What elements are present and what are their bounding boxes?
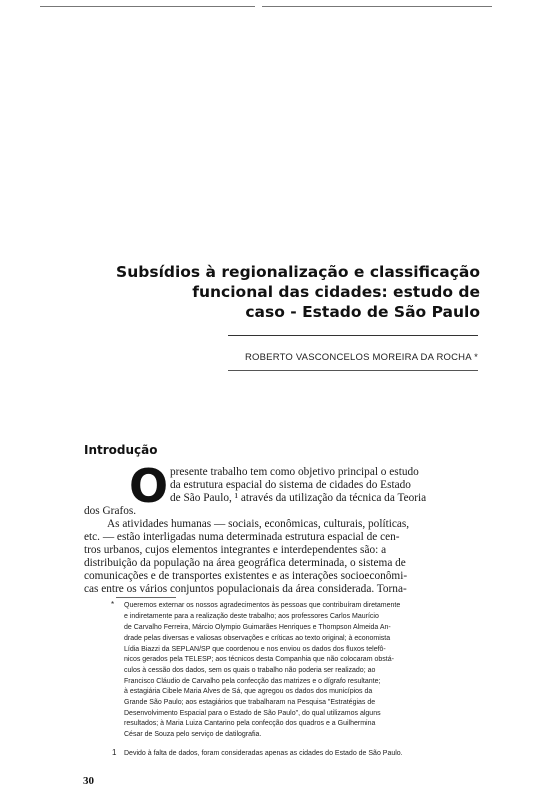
title-line-1: Subsídios à regionalização e classificação bbox=[116, 263, 480, 281]
title-line-2: funcional das cidades: estudo de bbox=[192, 283, 480, 301]
top-edge-rule-left bbox=[40, 6, 255, 7]
footnote-star-line: César de Souza pelo serviço de datilografia. bbox=[124, 731, 262, 738]
footnote-star-line: Desenvolvimento Espacial para o Estado de São Paulo", do qual utilizamos alguns bbox=[124, 710, 381, 717]
page-number: 30 bbox=[83, 775, 94, 787]
footnote-star-line: Grande São Paulo; aos estagiários que trabalharam na Pesquisa "Estratégias de bbox=[124, 699, 376, 706]
paragraph2-line: comunicações e de transportes existentes e as interações socioeconômi- bbox=[84, 570, 408, 582]
section-heading: Introdução bbox=[84, 443, 158, 457]
author-name: ROBERTO VASCONCELOS MOREIRA DA ROCHA * bbox=[244, 352, 478, 363]
paragraph2-line: cas entre os vários conjuntos populacionais da área considerada. Torna- bbox=[84, 583, 407, 595]
footnote-separator bbox=[116, 597, 176, 598]
footnote-star-line: à estagiária Cibele Maria Alves de Sá, que agregou os dados dos municípios da bbox=[124, 688, 373, 695]
title-underline-rule bbox=[228, 335, 478, 336]
top-edge-rule-right bbox=[262, 6, 492, 7]
footnote-star-line: drade pelas diversas e valiosas observações e críticas ao texto original; à economista bbox=[124, 635, 391, 642]
footnote-star-line: Queremos externar os nossos agradecimentos às pessoas que contribuíram diretamente bbox=[124, 602, 401, 609]
footnote-star-line: e indiretamente para a realização deste trabalho; aos professores Carlos Maurício bbox=[124, 613, 379, 620]
footnote-star-line: resultados; à Maria Luiza Cantarino pela confecção dos quadros e a Guilhermina bbox=[124, 720, 376, 727]
paragraph1-line: presente trabalho tem como objetivo principal o estudo bbox=[170, 466, 419, 478]
author-underline-rule bbox=[228, 370, 478, 371]
paragraph2-line: distribuição da população na área geográfica determinada, o sistema de bbox=[84, 557, 406, 569]
paragraph1-line: dos Grafos. bbox=[84, 505, 137, 517]
paragraph1-line: de São Paulo, ¹ através da utilização da técnica da Teoria bbox=[170, 492, 427, 504]
paragraph2-line: tros urbanos, cujos elementos integrantes e interdependentes são: a bbox=[84, 544, 387, 556]
title-line-3: caso - Estado de São Paulo bbox=[245, 303, 480, 321]
footnote-star-line: Lídia Biazzi da SEPLAN/SP que coordenou e nos enviou os dados dos fluxos telefô- bbox=[124, 646, 386, 653]
footnote-star-line: culos à cessão dos dados, sem os quais o trabalho não poderia ser realizado; ao bbox=[124, 667, 376, 674]
paragraph2-line: etc. — estão interligadas numa determinada estrutura espacial de cen- bbox=[84, 531, 400, 543]
article-title bbox=[60, 262, 480, 322]
footnote-1-marker: 1 bbox=[112, 748, 117, 757]
paragraph2-line: As atividades humanas — sociais, econômicas, culturais, políticas, bbox=[107, 518, 410, 530]
drop-cap: O bbox=[129, 459, 169, 513]
footnote-star-marker: * bbox=[111, 600, 115, 609]
paragraph1-line: da estrutura espacial do sistema de cidades do Estado bbox=[170, 479, 411, 491]
footnote-1-text: Devido à falta de dados, foram consideradas apenas as cidades do Estado de São Paulo. bbox=[124, 750, 403, 757]
footnote-star-line: nicos gerados pela TELESP; aos técnicos desta Companhia que não colocaram obstá- bbox=[124, 656, 394, 663]
footnote-star-line: de Carvalho Ferreira, Márcio Olympio Guimarães Henriques e Thompson Almeida An- bbox=[124, 624, 391, 631]
footnote-star-line: Francisco Cláudio de Carvalho pela confecção das matrizes e o dígrafo resultante; bbox=[124, 678, 381, 685]
